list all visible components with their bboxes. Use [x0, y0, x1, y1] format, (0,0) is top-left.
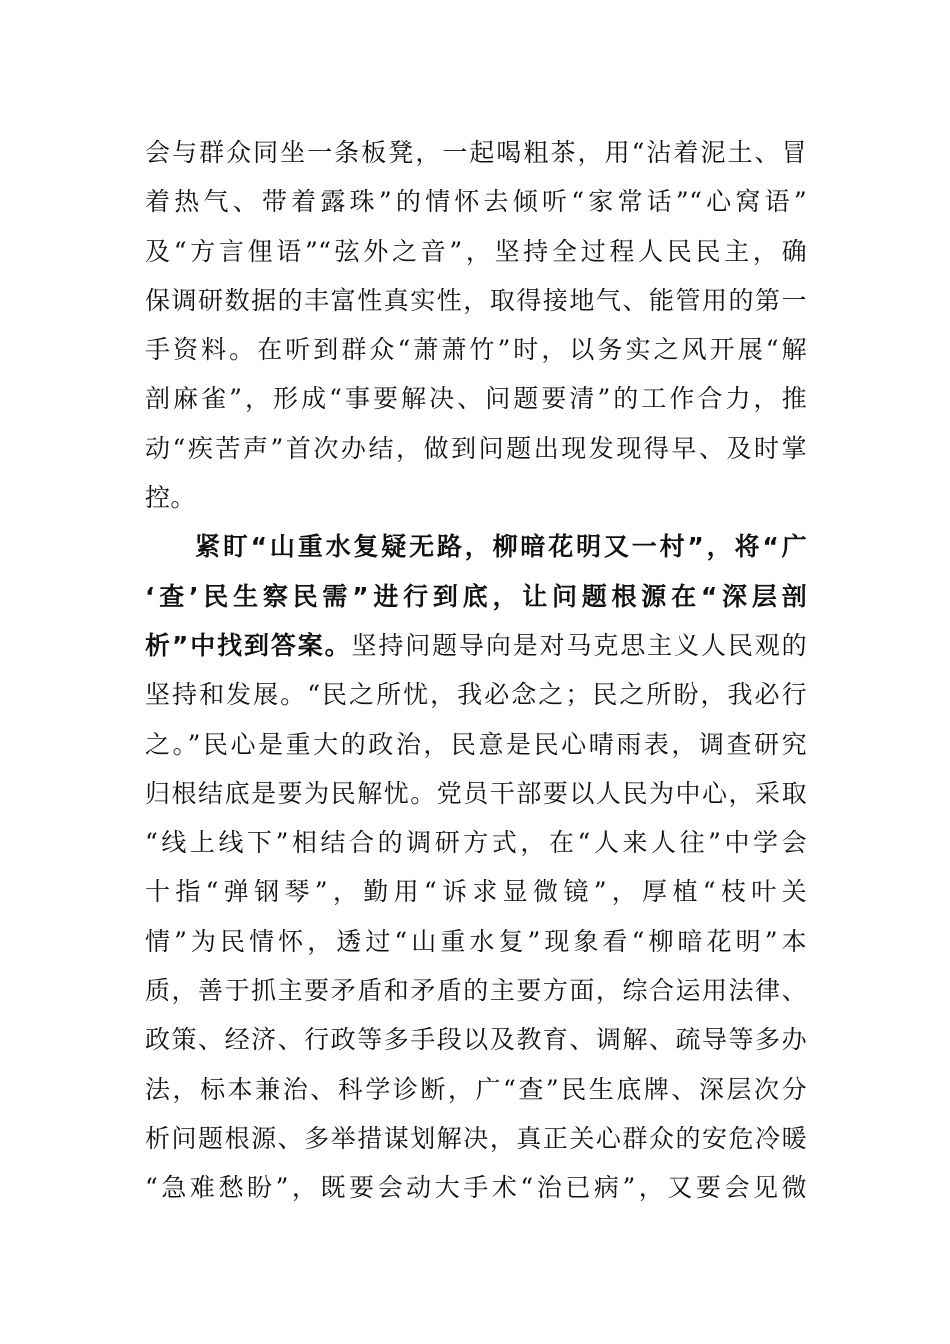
text-line: 动“疾苦声”首次办结，做到问题出现发现得早、及时掌 — [145, 433, 807, 463]
text-line: 会与群众同坐一条板凳，一起喝粗茶，用“沾着泥土、冒 — [145, 138, 807, 167]
text-line: 法，标本兼治、科学诊断，广“查”民生底牌、深层次分 — [145, 1074, 807, 1104]
text-line: 着热气、带着露珠”的情怀去倾听“家常话”“心窝语” — [145, 187, 807, 217]
text-line: 剖麻雀”，形成“事要解决、问题要清”的工作合力，推 — [145, 384, 807, 414]
document-body — [145, 128, 807, 1213]
bold-heading-line: 紧盯“山重水复疑无路，柳暗花明又一村”，将“广 — [195, 532, 807, 562]
paragraph-2 — [145, 522, 807, 1212]
text-line: 析问题根源、多举措谋划解决，真正关心群众的安危冷暖 — [145, 1123, 807, 1153]
text-line: 手资料。在听到群众“萧萧竹”时，以务实之风开展“解 — [145, 335, 807, 365]
mixed-text-line — [145, 621, 807, 670]
text-line: “线上线下”相结合的调研方式，在“人来人往”中学会 — [145, 828, 807, 858]
text-segment: 坚持问题导向是对马克思主义人民观的 — [351, 630, 807, 660]
paragraph-1 — [145, 128, 807, 522]
text-line: 保调研数据的丰富性真实性，取得接地气、能管用的第一 — [145, 285, 807, 315]
text-line: 控。 — [145, 483, 196, 513]
text-line: 政策、经济、行政等多手段以及教育、调解、疏导等多办 — [145, 1025, 807, 1055]
text-line: 之。”民心是重大的政治，民意是民心晴雨表，调查研究 — [145, 729, 807, 759]
text-line: 十指“弹钢琴”，勤用“诉求显微镜”，厚植“枝叶关 — [145, 877, 807, 907]
text-line: 坚持和发展。“民之所忧，我必念之；民之所盼，我必行 — [145, 680, 807, 710]
text-line: 及“方言俚语”“弦外之音”，坚持全过程人民民主，确 — [145, 236, 807, 266]
bold-heading-end: 析”中找到答案。 — [145, 630, 352, 660]
bold-heading-line: ‘查’民生察民需”进行到底，让问题根源在“深层剖 — [145, 581, 807, 611]
text-line: “急难愁盼”，既要会动大手术“治已病”，又要会见微 — [145, 1173, 807, 1203]
text-line: 归根结底是要为民解忧。党员干部要以人民为中心，采取 — [145, 778, 807, 808]
text-line: 情”为民情怀，透过“山重水复”现象看“柳暗花明”本 — [145, 926, 807, 956]
text-line: 质，善于抓主要矛盾和矛盾的主要方面，综合运用法律、 — [145, 976, 807, 1006]
